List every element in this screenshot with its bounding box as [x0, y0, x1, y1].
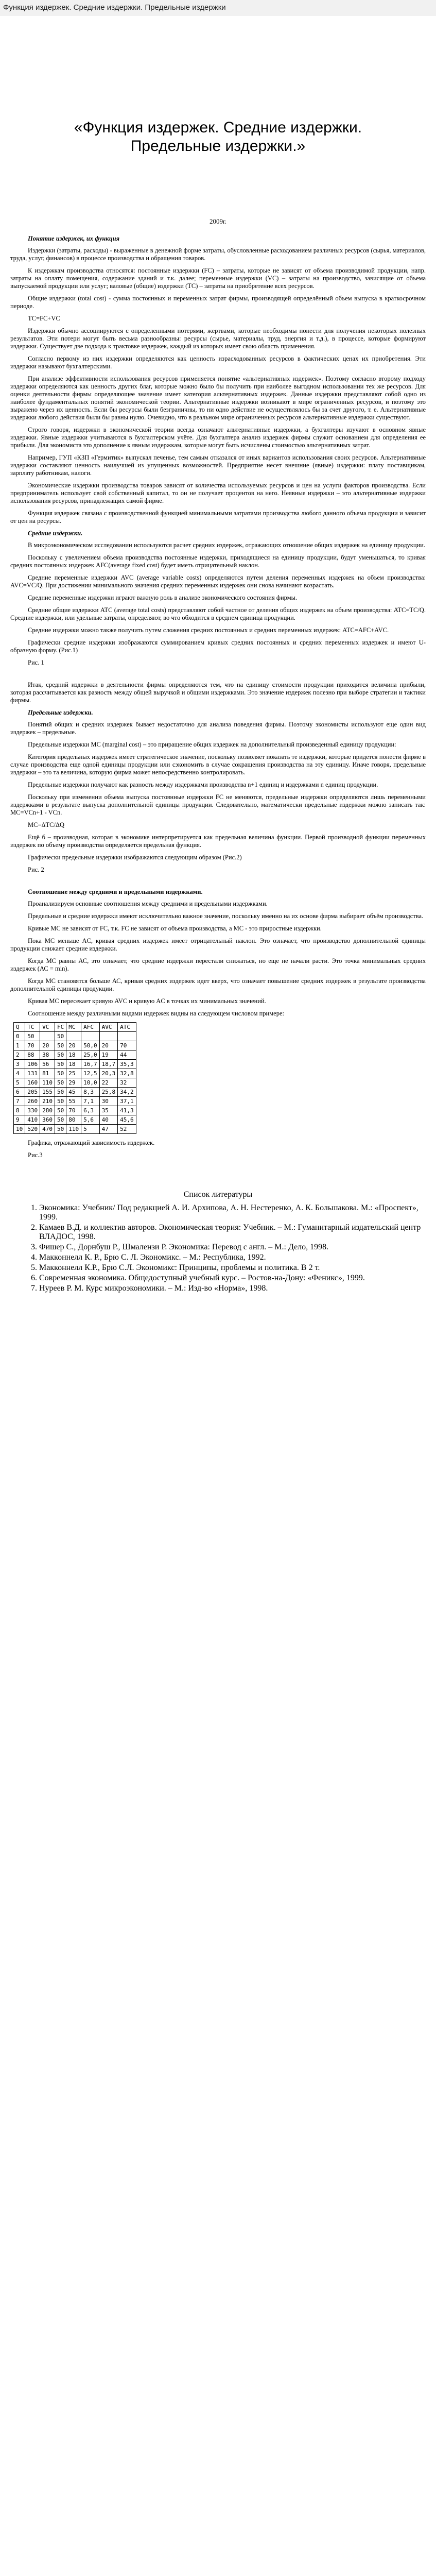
paragraph: Средние общие издержки ATC (average total costs) представляют собой частное от деления общих издержек на объем производства: ATC=TC/Q. Средние издержки, или удельные затраты, определяют, во что обходится в среднем единица продукции.	[10, 606, 426, 621]
table-cell: 41,3	[118, 1106, 136, 1115]
table-row	[14, 1097, 136, 1106]
paragraph: Графика, отражающий зависимость издержек.	[28, 1139, 155, 1146]
table-cell: 50	[55, 1125, 66, 1134]
paragraph: Проанализируем основные соотношения между средними и предельными издержками.	[28, 900, 268, 907]
table-cell: 110	[66, 1125, 81, 1134]
table-cell: AFC	[81, 1023, 100, 1032]
table-cell: 210	[40, 1097, 55, 1106]
table-cell: 29	[66, 1078, 81, 1088]
table-cell: 50	[55, 1106, 66, 1115]
figure-caption: Рис. 2	[28, 866, 44, 873]
table-cell: 5	[81, 1125, 100, 1134]
table-row	[14, 1050, 136, 1060]
table-cell	[81, 1032, 100, 1041]
table-cell	[66, 1032, 81, 1041]
table-cell: 50	[55, 1069, 66, 1078]
table-cell: 45,6	[118, 1115, 136, 1125]
table-cell: 32	[118, 1078, 136, 1088]
paragraph: TC=FC+VC	[28, 315, 60, 322]
table-row	[14, 1106, 136, 1115]
paragraph: Согласно первому из них издержки определяются как ценность израсходованных ресурсов в фактических ценах их приобретения. Эти издержки называют бухгалтерскими.	[10, 355, 426, 370]
table-cell: 160	[25, 1078, 40, 1088]
table-cell	[118, 1032, 136, 1041]
table-row	[14, 1023, 136, 1032]
document-year: 2009г.	[209, 217, 227, 225]
paragraph: Поскольку с увеличением объема производства постоянные издержки, приходящиеся на единицу продукции, будут уменьшаться, то кривая средних постоянных издержек AFC(average fixed cost) будет иметь отрицательный наклон.	[10, 554, 426, 569]
paragraph: В микроэкономическом исследовании используются расчет средних издержек, отражающих отношение общих издержек на единицу продукции.	[28, 541, 426, 549]
table-cell: 8	[14, 1106, 25, 1115]
paragraph: Категория предельных издержек имеет стратегическое значение, поскольку позволяет показать те издержки, которые придется понести фирме в случае производства еще одной единицы продукции или сэкономить в случае сокращения производства на эту единицу. Иначе говоря, предельные издержки – это та величина, которую фирма может непосредственно контролировать.	[10, 753, 426, 776]
table-cell: 25,0	[81, 1050, 100, 1060]
table-row	[14, 1069, 136, 1078]
paragraph: Соотношение между различными видами издержек видны на следующем числовом примере:	[28, 1010, 284, 1017]
table-cell: 280	[40, 1106, 55, 1115]
table-cell: 50	[55, 1097, 66, 1106]
paragraph: Средние переменные издержки играют важную роль в анализе экономического состояния фирмы.	[28, 594, 298, 601]
document-title: «Функция издержек. Средние издержки. Предельные издержки.»	[74, 119, 362, 155]
table-cell: 35	[99, 1106, 118, 1115]
table-cell: 330	[25, 1106, 40, 1115]
references-title: Список литературы	[183, 1190, 253, 1199]
table-cell: ATC	[118, 1023, 136, 1032]
table-cell: 70	[118, 1041, 136, 1050]
paragraph: При анализе эффективности использования ресурсов применяется понятие «альтернативных издержек». Поэтому согласно второму подходу издержки определяются как ценность других благ, которые можно было бы получить при наиболее выгодном использовании тех же ресурсов. Для оценки деятельности фирмы определяющее значение имеет категория альтернативных издержек. Данные издержки представляют собой одно из наиболее фундаментальных понятий экономической теории. Альтернативные издержки возникают в мире ограниченных ресурсов, и поэтому это выражено через их ценность. Если бы ресурсы были безграничны, то ни одно действие не осуществлялось бы за счет другого, т. е. Альтернативные издержки любого действия были бы равны нулю. Очевидно, что в реальном мире ограниченных ресурсов альтернативные издержки существуют.	[10, 375, 426, 421]
table-cell: 470	[40, 1125, 55, 1134]
table-cell: TC	[25, 1023, 40, 1032]
table-cell: 50	[55, 1115, 66, 1125]
table-cell: 10,0	[81, 1078, 100, 1088]
table-cell: 6	[14, 1088, 25, 1097]
section-heading: Предельные издержки.	[28, 709, 93, 716]
table-cell: 205	[25, 1088, 40, 1097]
table-cell: 410	[25, 1115, 40, 1125]
section-heading: Соотношение между средними и предельными издержками.	[28, 888, 203, 895]
table-row	[14, 1041, 136, 1050]
paragraph: Предельные и средние издержки имеют исключительно важное значение, поскольку именно на их основе фирма выбирает объём производства.	[28, 912, 424, 920]
table-cell: 50	[55, 1060, 66, 1069]
section-heading: Средние издержки.	[28, 530, 83, 537]
paragraph: Строго говоря, издержки в экономической теории всегда означают альтернативные издержки, а бухгалтеры изучают в основном явные издержки. Явные издержки учитываются в бухгалтерском учёте. Для бухгалтера анализ издержек фирмы служит основанием для определения ее прибыли. Для экономиста это дополнение к явным издержкам, которые могут быть исчислены стоимостью альтернативных затрат.	[10, 426, 426, 449]
table-cell: 30	[99, 1097, 118, 1106]
figure-caption: Рис.3	[28, 1151, 43, 1159]
table-cell: 19	[99, 1050, 118, 1060]
table-cell: 1	[14, 1041, 25, 1050]
table-cell: 110	[40, 1078, 55, 1088]
table-cell: 8,3	[81, 1088, 100, 1097]
table-cell: 25,8	[99, 1088, 118, 1097]
document-page	[10, 15, 426, 1294]
table-cell: 45	[66, 1088, 81, 1097]
table-cell: 10	[14, 1125, 25, 1134]
table-cell: 88	[25, 1050, 40, 1060]
table-cell: 3	[14, 1060, 25, 1069]
table-cell: 5,6	[81, 1115, 100, 1125]
table-cell: 50,0	[81, 1041, 100, 1050]
table-cell	[99, 1032, 118, 1041]
table-cell: 18	[66, 1050, 81, 1060]
table-row	[14, 1125, 136, 1134]
section-heading: Понятие издержек, их функция	[28, 235, 120, 242]
paragraph: Кривые МС не зависят от FC, т.к. FC не зависят от объема производства, а МС - это приростные издержки.	[28, 925, 322, 932]
table-cell: 0	[14, 1032, 25, 1041]
table-cell: 50	[55, 1041, 66, 1050]
reference-item: 3. Фишер С., Дорнбуш Р., Шмалензи Р. Экономика: Перевод с англ. – М.: Дело, 1998.	[39, 1243, 426, 1252]
paragraph: Понятий общих и средних издержек бывает недостаточно для анализа поведения фирмы. Поэтому экономисты используют еще один вид издержек – предельные.	[10, 721, 426, 736]
paragraph: Средние издержки можно также получить путем сложения средних постоянных и средних переменных издержек: ATC=AFC+AVC.	[28, 626, 389, 634]
cost-table	[13, 1022, 136, 1134]
paragraph: Экономические издержки производства товаров зависят от количества используемых ресурсов и цен на услуги факторов производства. Если предприниматель использует свой собственный капитал, то он не получает процентов на него. Неявные издержки – это альтернативные издержки использования ресурсов, принадлежащих самой фирме.	[10, 482, 426, 504]
table-cell: 52	[118, 1125, 136, 1134]
table-cell: 25	[66, 1069, 81, 1078]
table-cell: 47	[99, 1125, 118, 1134]
table-cell: 50	[55, 1078, 66, 1088]
table-cell: 20,3	[99, 1069, 118, 1078]
paragraph: Поскольку при изменении объема выпуска постоянные издержки FC не меняются, предельные издержки определяются лишь переменными издержками в результате выпуска дополнительной единицы продукции. Следовательно, математически предельные издержки можно записать так: MC=VCn+1 - VCn.	[10, 793, 426, 816]
table-cell: 70	[66, 1106, 81, 1115]
table-cell: 7	[14, 1097, 25, 1106]
paragraph: Когда МС равны АС, это означает, что средние издержки перестали снижаться, но еще не начали расти. Это точка минимальных средних издержек (АС = min).	[10, 957, 426, 972]
table-cell: 20	[40, 1041, 55, 1050]
table-cell: 7,1	[81, 1097, 100, 1106]
table-cell: 2	[14, 1050, 25, 1060]
paragraph: Издержки (затраты, расходы) - выраженные в денежной форме затраты, обусловленные расходованием различных ресурсов (сырья, материалов, труда, услуг, финансов) в процессе производства и обращения товаров.	[10, 247, 426, 262]
table-cell	[40, 1032, 55, 1041]
table-cell: MC	[66, 1023, 81, 1032]
paragraph: Когда МС становятся больше АС, кривая средних издержек идет вверх, что означает повышение средних издержек в результате производства дополнительной единицы продукции.	[10, 977, 426, 992]
table-cell: 9	[14, 1115, 25, 1125]
table-cell: 18,7	[99, 1060, 118, 1069]
table-cell: 80	[66, 1115, 81, 1125]
paragraph: Общие издержки (total cost) - сумма постоянных и переменных затрат фирмы, производящей определённый объем выпуска в краткосрочном периоде.	[10, 295, 426, 310]
table-cell: 50	[55, 1032, 66, 1041]
table-row	[14, 1088, 136, 1097]
table-cell: 50	[25, 1032, 40, 1041]
table-cell: 5	[14, 1078, 25, 1088]
table-cell: VC	[40, 1023, 55, 1032]
document-body	[10, 235, 426, 1159]
table-cell: FC	[55, 1023, 66, 1032]
table-cell: 4	[14, 1069, 25, 1078]
table-cell: 12,5	[81, 1069, 100, 1078]
table-cell: 155	[40, 1088, 55, 1097]
table-cell: 131	[25, 1069, 40, 1078]
table-row	[14, 1060, 136, 1069]
table-cell: 520	[25, 1125, 40, 1134]
table-cell: 260	[25, 1097, 40, 1106]
paragraph: Средние переменные издержки AVC (average variable costs) определяются путем деления переменных издержек на объем производства: AVC=VC/Q. При достижении минимального значения средних переменных издержек они снова начинают возрастать.	[10, 574, 426, 589]
table-cell: 32,8	[118, 1069, 136, 1078]
table-cell: 40	[99, 1115, 118, 1125]
paragraph: Графически предельные издержки изображаются следующим образом (Рис.2)	[28, 854, 242, 861]
reference-item: 2. Камаев В.Д. и коллектив авторов. Экономическая теория: Учебник. – М.: Гуманитарный издательский центр ВЛАДОС, 1998.	[39, 1223, 426, 1242]
table-cell: 34,2	[118, 1088, 136, 1097]
table-row	[14, 1078, 136, 1088]
paragraph: Ещё б – производная, которая в экономике интерпретируется как предельная величина функции. Первой производной функции переменных издержек по объему производства определяется предельная функция.	[10, 834, 426, 849]
paragraph: Итак, средний издержки в деятельности фирмы определяются тем, что на единицу стоимости продукции приходится величина прибыли, которая рассчитывается как разность между общей выручкой и общими издержками. Это значение издержек полезно при выборе стратегии и тактики фирмы.	[10, 681, 426, 704]
table-row	[14, 1115, 136, 1125]
table-cell: 6,3	[81, 1106, 100, 1115]
figure-caption: Рис. 1	[28, 659, 44, 666]
table-cell: 55	[66, 1097, 81, 1106]
table-cell: 50	[55, 1050, 66, 1060]
table-cell: 20	[66, 1041, 81, 1050]
reference-item: 5. Макконнелл К.Р., Брю С.Л. Экономикс: Принципы, проблемы и политика. В 2 т.	[39, 1263, 426, 1273]
paragraph: Издержки обычно ассоциируются с определенными потерями, жертвами, которые необходимы понести для получения некоторых полезных результатов. Эти потери могут быть весьма разнообразны: ресурсы (сырье, материалы, труд, энергия и т.д.), в процессе, которые формируют издержки. Существует две подхода к трактовке издержек, каждый из которых имеет свою область применения.	[10, 327, 426, 350]
reference-item: 7. Нуреев Р. М. Курс микроэкономики. – М.: Изд-во «Норма», 1998.	[39, 1284, 426, 1293]
table-cell: 16,7	[81, 1060, 100, 1069]
reference-item: 1. Экономика: Учебник/ Под редакцией А. И. Архипова, А. Н. Нестеренко, А. К. Большакова. М.: «Проспект», 1999.	[39, 1204, 426, 1222]
table-cell: 44	[118, 1050, 136, 1060]
paragraph: Пока МС меньше AC, кривая средних издержек имеет отрицательный наклон. Это означает, что производство дополнительной единицы продукции снижает средние издержки.	[10, 937, 426, 952]
table-cell: 50	[55, 1088, 66, 1097]
paragraph: Например, ГУП «КЗП «Гермитик» выпускал печенье, тем самым отказался от иных вариантов использования своих ресурсов. Альтернативные издержки составляют ценность наилучшей из упущенных возможностей. Предприятие несет внешние (явные) издержки: плату поставщикам, зарплату работникам, налоги.	[10, 454, 426, 477]
paragraph: MC=ΔTC/ΔQ	[28, 821, 65, 828]
paragraph: Предельные издержки MC (marginal cost) – это приращение общих издержек на дополнительный произведенный единицу продукции:	[28, 741, 396, 748]
paragraph: К издержкам производства относятся: постоянные издержки (FC) – затраты, которые не зависят от объема производимой продукции, напр. затраты на оплату помещения, содержание зданий и т.к. далее; переменные издержки (VC) – затраты на производство, зависящие от объема выпускаемой продукции или услуг; валовые (общие) издержки (TC) – затраты на приобретение всех ресурсов.	[10, 267, 426, 290]
table-cell: 35,3	[118, 1060, 136, 1069]
top-title-bar: Функция издержек. Средние издержки. Предельные издержки	[0, 0, 436, 15]
reference-item: 4. Макконнелл К. Р., Брю С. Л. Экономикс. – М.: Республика, 1992.	[39, 1253, 426, 1262]
table-row	[14, 1032, 136, 1041]
table-cell: 20	[99, 1041, 118, 1050]
table-cell: 37,1	[118, 1097, 136, 1106]
paragraph: Предельные издержки получают как разность между издержками производства n+1 единиц и издержками n единиц продукции.	[28, 781, 378, 788]
table-cell: 81	[40, 1069, 55, 1078]
table-cell: 106	[25, 1060, 40, 1069]
table-cell: 70	[25, 1041, 40, 1050]
paragraph: Функция издержек связана с производственной функцией минимальными затратами производства любого данного объема продукции и зависит от цен на ресурсы.	[10, 510, 426, 524]
table-cell: 56	[40, 1060, 55, 1069]
reference-item: 6. Современная экономика. Общедоступный учебный курс. – Ростов-на-Дону: «Феникс», 1999.	[39, 1274, 426, 1283]
table-cell: 38	[40, 1050, 55, 1060]
table-cell: 22	[99, 1078, 118, 1088]
paragraph: Кривая MC пересекает кривую AVC и кривую AC в точках их минимальных значений.	[28, 997, 266, 1005]
table-cell: Q	[14, 1023, 25, 1032]
table-cell: 18	[66, 1060, 81, 1069]
table-cell: AVC	[99, 1023, 118, 1032]
table-cell: 360	[40, 1115, 55, 1125]
paragraph: Графически средние издержки изображаются суммированием кривых средних постоянных и средних переменных издержек и имеют U-образную форму. (Рис.1)	[10, 639, 426, 654]
references-list	[10, 1204, 426, 1293]
